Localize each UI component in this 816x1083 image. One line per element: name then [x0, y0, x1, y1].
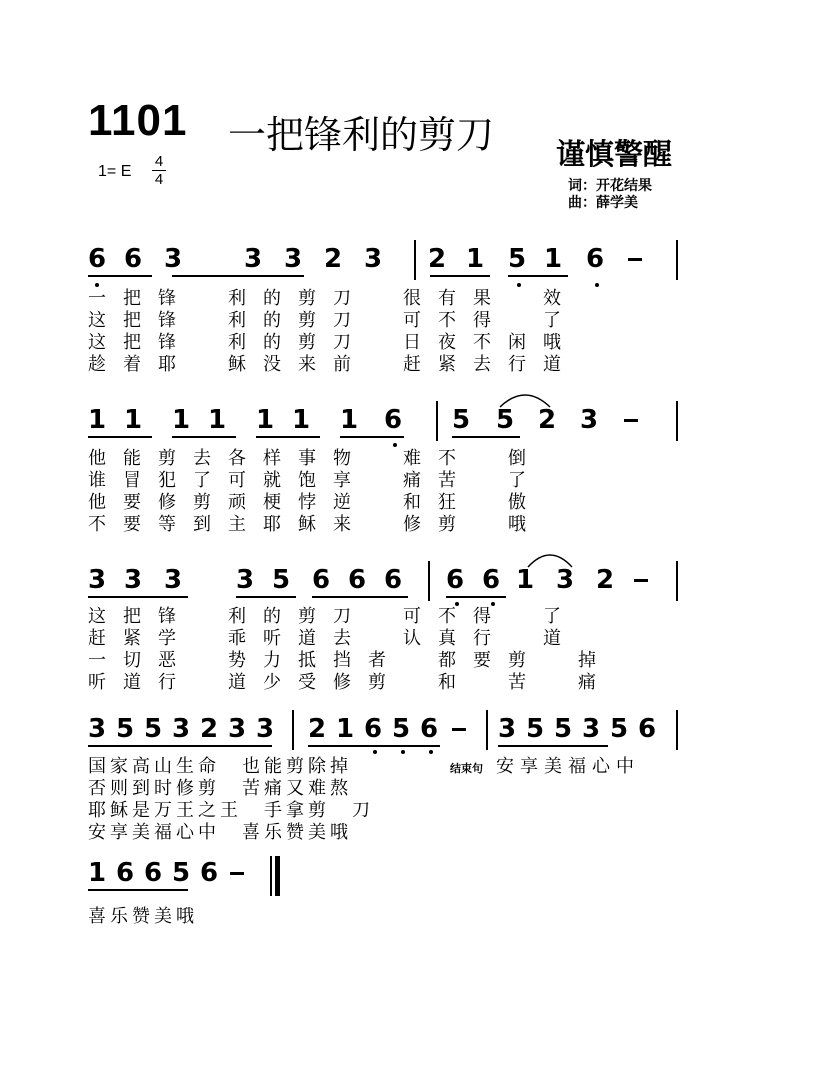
note: 5 [610, 714, 629, 744]
note: 6 [420, 714, 439, 744]
final-bar-thin [270, 856, 272, 896]
end-phrase-lyric: 安享美福心中 [496, 756, 640, 777]
note: 5 [272, 565, 291, 595]
note: 3 [172, 714, 191, 744]
note: 3 [88, 714, 107, 744]
time-signature-top: 4 [154, 153, 164, 170]
note: 1 [256, 405, 275, 435]
tie-arc-path [528, 555, 572, 567]
lyricist: 词：开花结果 [568, 178, 652, 194]
octave-dot [401, 750, 405, 754]
lyric-line: 他能剪去各样事物 难不 倒 [88, 448, 543, 469]
note: 3 [228, 714, 247, 744]
note: 3 [364, 244, 383, 274]
lyric-line: 否则到时修剪 苦痛又难熬 [88, 778, 352, 799]
note: 5 [526, 714, 545, 744]
lyric-line: 一把锋 利的剪刀 很有果 效 [88, 288, 578, 309]
note: 2 [200, 714, 219, 744]
lyric-line: 这把锋 利的剪刀 可不得 了 [88, 606, 578, 627]
note: 1 [544, 244, 563, 274]
note: 1 [340, 405, 359, 435]
note-dash [452, 728, 466, 731]
lyric-line: 喜乐赞美哦 [88, 906, 198, 927]
note: 1 [292, 405, 311, 435]
final-bar-thick [275, 856, 280, 896]
note: 6 [200, 858, 219, 888]
note: 6 [384, 565, 403, 595]
lyric-line: 不要等到主耶稣来 修剪 哦 [88, 514, 543, 535]
lyric-line: 这把锋 利的剪刀 可不得 了 [88, 310, 578, 331]
note: 5 [554, 714, 573, 744]
note: 6 [384, 405, 403, 435]
note: 1 [466, 244, 485, 274]
note: 1 [124, 405, 143, 435]
note: 3 [124, 565, 143, 595]
note: 6 [312, 565, 331, 595]
note: 3 [164, 565, 183, 595]
note: 3 [256, 714, 275, 744]
note: 3 [556, 565, 575, 595]
bar-line [486, 710, 488, 750]
note: 3 [164, 244, 183, 274]
note: 2 [428, 244, 447, 274]
note: 1 [336, 714, 355, 744]
note: 3 [580, 405, 599, 435]
note: 6 [482, 565, 501, 595]
note: 3 [88, 565, 107, 595]
lyric-line: 听道行 道少受修剪 和 苦 痛 [88, 672, 613, 693]
note: 2 [538, 405, 557, 435]
end-phrase-label: 结束句 [450, 762, 483, 775]
lyric-line: 耶稣是万王之王 手拿剪 刀 [88, 800, 374, 821]
note: 2 [596, 565, 615, 595]
note: 3 [244, 244, 263, 274]
note: 1 [88, 405, 107, 435]
beam-line [498, 745, 608, 747]
song-number: 1101 [88, 96, 188, 145]
note: 5 [392, 714, 411, 744]
note: 6 [88, 244, 107, 274]
note: 6 [364, 714, 383, 744]
note: 2 [308, 714, 327, 744]
key-signature: 1= E [98, 163, 132, 180]
note: 5 [172, 858, 191, 888]
note: 3 [498, 714, 517, 744]
note: 6 [638, 714, 657, 744]
note: 1 [172, 405, 191, 435]
lyric-line: 赶紧学 乖听道去 认真行 道 [88, 628, 578, 649]
composer: 曲：薛学美 [568, 195, 638, 211]
octave-dot [373, 750, 377, 754]
note: 6 [586, 244, 605, 274]
note: 5 [116, 714, 135, 744]
beam-line [88, 889, 188, 891]
note: 5 [144, 714, 163, 744]
beam-line [88, 745, 272, 747]
lyric-line: 安享美福心中 喜乐赞美哦 [88, 822, 352, 843]
lyric-line: 谁冒犯了可就饱享 痛苦 了 [88, 470, 543, 491]
lyric-line: 一切恶 势力抵挡者 都要剪 掉 [88, 650, 613, 671]
note: 6 [348, 565, 367, 595]
octave-dot [429, 750, 433, 754]
lyric-line: 这把锋 利的剪刀 日夜不闲哦 [88, 332, 578, 353]
song-subtitle: 谨慎警醒 [556, 137, 673, 171]
note: 6 [124, 244, 143, 274]
note: 1 [208, 405, 227, 435]
lyric-line: 趁着耶 稣没来前 赶紧去行道 [88, 354, 578, 375]
note: 1 [516, 565, 535, 595]
note: 5 [496, 405, 515, 435]
bar-line [676, 710, 678, 750]
note-dash [230, 872, 244, 875]
note: 5 [508, 244, 527, 274]
bar-line [292, 710, 294, 750]
note: 6 [144, 858, 163, 888]
note: 5 [452, 405, 471, 435]
note: 1 [88, 858, 107, 888]
song-title: 一把锋利的剪刀 [228, 113, 495, 157]
beam-line [308, 745, 440, 747]
note: 2 [324, 244, 343, 274]
note: 6 [446, 565, 465, 595]
note: 6 [116, 858, 135, 888]
note: 3 [284, 244, 303, 274]
note: 3 [236, 565, 255, 595]
time-signature-bottom: 4 [154, 171, 164, 188]
lyric-line: 国家高山生命 也能剪除掉 [88, 756, 352, 777]
note: 3 [582, 714, 601, 744]
lyric-line: 他要修剪顽梗悖逆 和狂 傲 [88, 492, 543, 513]
